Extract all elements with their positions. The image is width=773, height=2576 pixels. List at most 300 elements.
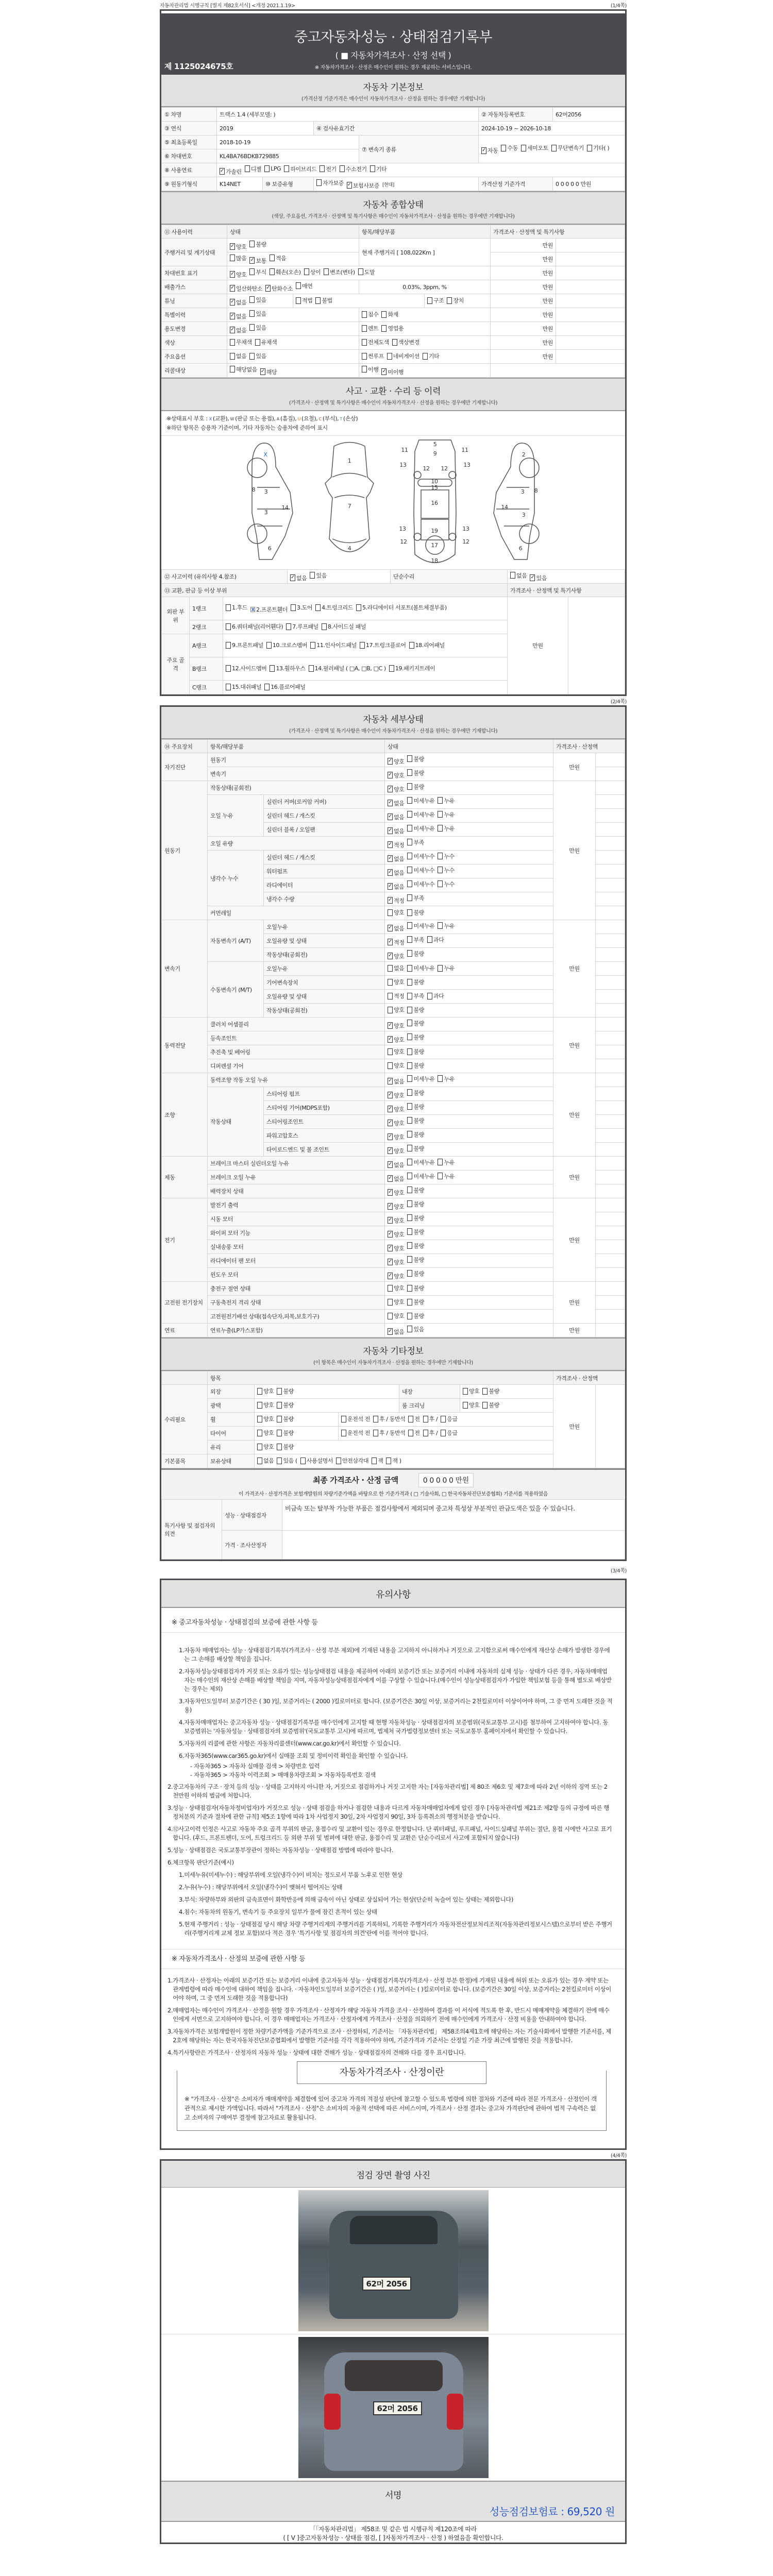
checked-box-icon: ✓: [388, 841, 392, 847]
item-status: [385, 878, 553, 892]
tuning-legality: [293, 294, 425, 308]
checkbox-option: [362, 338, 389, 346]
checkbox-option: [381, 368, 404, 376]
parts-options: [223, 681, 508, 694]
wheel-house: [414, 533, 421, 540]
section-title: 자동차 기본정보: [363, 82, 424, 93]
vin: KL4BA76BDKB729885: [217, 149, 359, 163]
part-number-label: 13: [399, 462, 407, 468]
unit: 만원: [491, 336, 556, 350]
part-number-label: 15: [431, 484, 438, 491]
checkbox-option: [438, 1172, 454, 1180]
option-label: 6.쿼터패널(리어휀다): [232, 623, 283, 631]
checkbox-option: [427, 992, 444, 1000]
column-header: 항목/해당부품: [208, 740, 385, 753]
option-label: 불량: [413, 1062, 424, 1070]
item-label: 클러치 어셈블리: [208, 1018, 385, 1031]
checkbox-option: [226, 641, 263, 649]
notes-section-header: [161, 1580, 625, 1608]
item-status: [385, 1031, 553, 1045]
checkbox-option: [407, 894, 424, 902]
checked-box-icon: ✓: [260, 368, 265, 374]
checkbox-icon: [230, 353, 235, 360]
item-text: 자동차가격은 보험개발원이 정한 차량기준가액을 기준가격으로 조사 · 산정하되, 기준서는 「자동차관리법」 제58조의4제1호에 해당하는 자는 기술사회에서 발행한 기준서를, 제2호에 해당하는 자는 한국자동차진단보증협회에서 발행한 기준서를 각각 적용하여야 하며, 기준가격과 기준서는 산정일 기준 가장 최근에 발행된 것을 적용합니다.: [173, 2028, 611, 2044]
option-label: 색상변경: [398, 339, 419, 346]
unit: 만원: [553, 920, 596, 1018]
checkbox-icon: [249, 324, 255, 331]
checked-box-icon: ✓: [347, 182, 351, 188]
item-status: [385, 962, 553, 976]
column-header: 가격조사 · 산정액: [553, 1371, 625, 1385]
option-label: 적음: [275, 255, 287, 262]
label: ⑨ 원동기형식: [162, 177, 217, 191]
option-label: 양호: [263, 1388, 274, 1395]
item-status: [385, 851, 553, 865]
checkbox-option: [388, 1036, 404, 1044]
option-label: 적정: [394, 841, 405, 849]
checkbox-option: [388, 1258, 404, 1266]
document-title: 중고자동차성능 · 상태점검기록부: [294, 29, 493, 45]
final-price: [161, 1468, 625, 1499]
wheel: [255, 1413, 339, 1427]
checkbox-option: [407, 1172, 434, 1180]
checkbox-option: [407, 1144, 424, 1153]
option-label: 이행: [368, 366, 379, 373]
checkbox-option: [438, 852, 454, 860]
option-label: 있음: [256, 324, 266, 331]
checkbox-icon: [407, 1007, 412, 1013]
option-label: 양호: [394, 1217, 405, 1224]
section-title: 사고 · 교환 · 수리 등 이력: [345, 386, 441, 397]
checkbox-option: [438, 1158, 454, 1166]
checkbox-icon: [407, 1131, 412, 1138]
checked-box-icon: ✓: [388, 925, 392, 930]
label: 룸 크리닝: [399, 1399, 460, 1413]
checkbox-option: [358, 268, 375, 276]
checkbox-option: [441, 1415, 457, 1423]
checkbox-icon: [296, 297, 301, 304]
legend-text: (요철),: [301, 415, 318, 422]
checkbox-option: [407, 769, 424, 777]
option-label: 없음: [263, 1458, 274, 1465]
option-label: 양호: [394, 1203, 405, 1210]
remark-cell: [596, 1212, 625, 1226]
option-label: 일산화탄소: [236, 285, 263, 292]
remark-cell: [596, 1129, 625, 1143]
option-label: 10.크로스멤버: [272, 642, 308, 649]
checkbox-icon: [407, 1048, 412, 1055]
checkbox-option: [427, 936, 444, 944]
checkbox-option: [407, 1269, 424, 1278]
checkbox-icon: [407, 1117, 412, 1124]
checked-box-icon: ✓: [230, 313, 234, 318]
checkbox-option: [386, 1456, 401, 1465]
checkbox-option: [310, 571, 326, 580]
warranty-note-item: [179, 1667, 613, 1693]
item-status: [385, 1282, 553, 1296]
device-group: 전기: [162, 1198, 208, 1282]
appraisal-note-item: [167, 2006, 613, 2024]
section-subtitle: (색상, 주요옵션, 가격조사 · 산정액 및 특기사항은 매수인이 자동차가격조사 · 산정을 원하는 경우에만 기재합니다): [272, 214, 515, 219]
color-change: [359, 336, 491, 350]
item-label: 스티어링 펌프: [264, 1087, 385, 1101]
checkbox-option: [441, 1429, 457, 1437]
part-number-label: 12: [441, 465, 448, 472]
checked-box-icon: ✓: [530, 574, 535, 580]
checkbox-option: [438, 810, 454, 819]
option-label: 양호: [394, 1245, 405, 1252]
remark-cell: [596, 1018, 625, 1031]
checkbox-icon: [423, 353, 428, 360]
label: 내장: [399, 1385, 460, 1399]
other-section-header: [161, 1337, 625, 1371]
option-label: 3.도어: [296, 604, 313, 612]
exterior: [255, 1385, 399, 1399]
detail-row: [162, 753, 625, 767]
checkbox-icon: [407, 1228, 412, 1235]
wheel-house: [449, 471, 456, 479]
legend-symbol: T: [339, 417, 343, 421]
item-label: 실린더 헤드 / 개스킷: [264, 851, 385, 865]
checkbox-icon: [315, 297, 321, 304]
option-label: 후 / 동반석: [379, 1430, 406, 1437]
label: ④ 검사유효기간: [314, 122, 479, 135]
parts-options: [223, 597, 508, 620]
option-label: 불량: [413, 1020, 424, 1027]
option-label: 양호: [236, 271, 247, 278]
notes-subheading: ※ 중고자동차성능 · 상태점검의 보증에 관한 사항 등: [161, 1613, 625, 1633]
document: [160, 0, 627, 2544]
item-status: [385, 1254, 553, 1268]
other-info-table: [161, 1371, 625, 1468]
appraisal-note-item: [167, 2048, 613, 2057]
checkbox-icon: [249, 353, 255, 360]
parts-row: [162, 597, 625, 620]
part-number-label: 13: [463, 462, 470, 468]
checkbox-icon: [438, 867, 443, 873]
checkbox-option: [388, 1105, 404, 1113]
checkbox-option: [230, 312, 246, 320]
checkbox-option: [230, 284, 262, 293]
checkbox-icon: [230, 339, 235, 346]
checkbox-option: [270, 254, 286, 262]
item-label: 동력조향 작동 오일 누유: [208, 1073, 385, 1087]
part-number-label: 14: [281, 504, 289, 511]
checkbox-option: [388, 1091, 404, 1099]
checkbox-option: [388, 1312, 404, 1320]
checkbox-option: [388, 1133, 404, 1141]
part-number-label: 2: [522, 451, 526, 458]
remark-cell: [596, 781, 625, 795]
remark-cell: [596, 906, 625, 920]
option-label: 불량: [413, 1089, 424, 1096]
basic-items: [255, 1454, 553, 1468]
remark-cell: [596, 1115, 625, 1129]
remark-cell: [596, 990, 625, 1004]
warranty-note-item: [179, 1697, 613, 1715]
checkbox-option: [438, 866, 454, 874]
option-label: 4.트렁크리드: [322, 604, 353, 612]
remark-cell: [596, 795, 625, 809]
rank-label: A랭크: [190, 634, 223, 657]
interior: [460, 1385, 553, 1399]
checkbox-icon: [551, 145, 557, 151]
checked-box-icon: ✓: [388, 883, 392, 889]
page-number: (1/4쪽): [610, 3, 627, 9]
checkbox-icon: [407, 839, 412, 845]
checkbox-option: [388, 771, 404, 779]
item-status: [385, 990, 553, 1004]
checkbox-option: [407, 1158, 434, 1166]
detail-row: [162, 1282, 625, 1296]
item-label: 오일 유량: [208, 837, 385, 851]
item-number: 4.: [179, 1908, 184, 1916]
remark-cell: [596, 948, 625, 962]
label: ① 차명: [162, 108, 217, 122]
option-label: 양호: [394, 1062, 405, 1070]
remark-cell: [596, 878, 625, 892]
option-label: 많음: [236, 255, 247, 262]
option-label: 없음: [236, 327, 247, 334]
option-label: 불량: [489, 1388, 499, 1395]
checkbox-option: [407, 908, 424, 917]
checkbox-icon: [226, 642, 231, 649]
checkbox-option: [277, 1443, 293, 1451]
option-label: 불량: [283, 1444, 294, 1451]
sub-group: 냉각수 누수: [208, 851, 264, 906]
checkbox-icon: [388, 1048, 393, 1055]
checkbox-icon: [309, 665, 314, 672]
checkbox-icon: [463, 1402, 468, 1409]
photos-section-header: [161, 2161, 625, 2188]
checkbox-option: [249, 268, 266, 276]
remark-cell: [596, 1045, 625, 1059]
item-label: 원동기: [208, 753, 385, 767]
label: 유리: [208, 1440, 255, 1454]
option-label: 수동: [507, 145, 518, 151]
device-group: 변속기: [162, 920, 208, 1018]
checkbox-option: [388, 908, 404, 917]
unit: 만원: [553, 1073, 596, 1157]
checkbox-icon: [510, 572, 515, 579]
item-label: 배력장치 상태: [208, 1184, 385, 1198]
item-status: [385, 767, 553, 781]
part-number-label: 5: [433, 441, 437, 448]
checkbox-option: [315, 603, 353, 612]
item-label: 워터펌프: [264, 865, 385, 878]
checkbox-option: [407, 783, 424, 791]
checkbox-icon: [277, 1388, 282, 1395]
item-text: 부식: 차량하부와 외판의 금속표면이 화학반응에 의해 금속이 아닌 상태로 상실되어 가는 현상(단순히 녹슬어 있는 상태는 제외합니다): [184, 1896, 513, 1903]
option-label: 부족: [413, 894, 424, 902]
checkbox-icon: [255, 339, 260, 346]
option-label: 전체도색: [368, 339, 389, 346]
sub-group: 자동변속기 (A/T): [208, 920, 264, 962]
checkbox-option: [270, 664, 305, 672]
checkbox-option: [438, 796, 454, 805]
checkbox-option: [407, 1047, 424, 1056]
checkbox-icon: [407, 797, 412, 804]
checkbox-icon: [249, 296, 255, 303]
checkbox-option: [230, 338, 252, 346]
part-number-label: 8: [534, 487, 538, 494]
checkbox-icon: [407, 979, 412, 986]
label: 보유상태: [208, 1454, 255, 1468]
column-header: 가격조사 · 산정액 및 특기사항: [491, 225, 625, 239]
tail-light: [447, 2394, 463, 2430]
remark-cell: [596, 809, 625, 823]
option-label: 양호: [469, 1402, 480, 1409]
item-label: 와이퍼 모터 기능: [208, 1226, 385, 1240]
checkbox-option: [316, 179, 344, 187]
checkbox-icon: [322, 623, 327, 630]
item-label: 연료누출(LP가스포함): [208, 1324, 385, 1337]
option-label: 안전삼각대: [342, 1458, 369, 1465]
checkbox-icon: [249, 241, 255, 247]
checkbox-option: [245, 165, 261, 173]
checkbox-option: [249, 324, 266, 332]
option-label: 불량: [283, 1430, 294, 1437]
checkbox-option: [407, 1214, 424, 1222]
document-note: ※ 자동차가격조사 · 산정은 매수인이 원하는 경우 제공하는 서비스입니다.: [314, 65, 472, 71]
option-label: 가솔린: [226, 168, 242, 175]
part-number-label: 6: [267, 545, 272, 552]
page-3: [160, 1579, 627, 2150]
item-status: [385, 906, 553, 920]
checkbox-option: [360, 641, 406, 649]
option-label: 1.후드: [232, 604, 248, 612]
option-label: 보통: [256, 257, 266, 264]
fuel-type: [217, 163, 625, 177]
checkbox-icon: [447, 297, 452, 304]
item-number: 4.: [179, 1719, 184, 1726]
checkbox-icon: [407, 1214, 412, 1221]
remark-cell: [596, 1031, 625, 1045]
checkbox-option: [388, 1272, 404, 1280]
checkbox-option: [407, 1061, 424, 1070]
checkbox-option: [407, 1033, 424, 1041]
option-label: 미세누수: [413, 853, 435, 860]
item-label: 실린더 헤드 / 개스킷: [264, 809, 385, 823]
option-label: 없음: [394, 800, 405, 807]
option-label: 불량: [489, 1402, 499, 1409]
item-status: [385, 1310, 553, 1324]
column-header: ⑭ 주요장치: [162, 740, 208, 753]
unit: 만원: [508, 597, 568, 694]
option-label: 불량: [413, 1299, 424, 1306]
item-number: 3.: [179, 1698, 184, 1705]
label: 광택: [208, 1399, 255, 1413]
option-label: 불법: [322, 297, 332, 304]
remark-cell: [596, 1101, 625, 1115]
checkbox-option: [362, 310, 378, 318]
checkbox-option: [264, 165, 281, 172]
checkbox-option: [388, 964, 404, 972]
checkbox-option: [407, 1006, 424, 1014]
option-label: 디젤: [250, 165, 262, 173]
checkbox-icon: [381, 311, 386, 318]
checkbox-option: [407, 1284, 424, 1292]
checkbox-icon: [438, 1075, 443, 1082]
label: 외장: [208, 1385, 255, 1399]
checkbox-icon: [407, 1062, 412, 1069]
remark-cell: [596, 1171, 625, 1184]
checkbox-option: [407, 950, 424, 958]
label: 배출가스: [162, 280, 227, 294]
option-label: 무채색: [236, 339, 252, 346]
legend-text: (판금 또는 용접),: [235, 415, 276, 422]
checkbox-option: [388, 1284, 404, 1292]
checkbox-option: [257, 1456, 274, 1465]
part-number-label: 18: [431, 557, 438, 564]
checkbox-icon: [284, 165, 289, 172]
checkbox-option: [291, 603, 312, 612]
option-label: 없음: [236, 299, 247, 306]
checkbox-option: [388, 1077, 404, 1086]
option-label: 양호: [394, 1147, 405, 1155]
checkbox-icon: [389, 665, 394, 672]
page-4: [160, 2159, 627, 2544]
device-group: 조향: [162, 1073, 208, 1157]
checkbox-icon: [277, 1402, 282, 1409]
unit: 만원: [491, 308, 556, 322]
checkbox-icon: [463, 1388, 468, 1395]
option-label: 전기: [326, 165, 337, 173]
column-header: ⑬ 교환, 판금 등 이상 부위: [162, 584, 508, 597]
option-label: 자가보증: [323, 179, 344, 187]
wheel-house: [414, 471, 421, 479]
option-label: 불량: [413, 1145, 424, 1152]
checkbox-option: [265, 284, 293, 293]
checkbox-icon: [521, 145, 526, 151]
checked-box-icon: ✓: [388, 1189, 392, 1195]
checkbox-option: [257, 1387, 274, 1395]
checkbox-icon: [407, 1270, 412, 1277]
item-label: 발전기 출력: [208, 1198, 385, 1212]
section-title: 자동차 세부상태: [363, 715, 424, 725]
unit: 만원: [491, 322, 556, 336]
option-label: 양호: [394, 953, 405, 960]
checkbox-icon: [310, 642, 315, 649]
label: 색상: [162, 336, 227, 350]
detail-row: [162, 781, 625, 795]
checkbox-option: [296, 296, 312, 304]
checkbox-option: [249, 296, 266, 304]
checkbox-icon: [316, 179, 322, 186]
option-label: 불량: [413, 909, 424, 917]
checkbox-icon: [226, 684, 231, 690]
checkbox-option: [407, 936, 424, 944]
page-header: [160, 1561, 627, 1579]
notice-item: [167, 1804, 613, 1821]
checkbox-icon: [226, 665, 231, 672]
option-label: 양호: [394, 1231, 405, 1238]
checkbox-icon: [373, 1430, 378, 1436]
remark-cell: [596, 851, 625, 865]
checkbox-option: [284, 165, 316, 173]
checkbox-icon: [408, 1416, 413, 1422]
device-group: 원동기: [162, 781, 208, 920]
option-label: 불량: [413, 1117, 424, 1124]
checkbox-option: [407, 1312, 424, 1320]
label: 주행거리 및 계기상태: [162, 239, 227, 266]
section-subtitle: (이 항목은 매수인이 자동차가격조사 · 산정을 원하는 경우에만 기재합니다): [313, 1360, 473, 1366]
item-number: 6.: [179, 1752, 184, 1759]
unit: 만원: [491, 350, 556, 364]
checkbox-option: [249, 257, 266, 265]
column-header: 가격조사 · 산정액: [553, 740, 625, 753]
part-number-label: 8: [251, 486, 256, 493]
